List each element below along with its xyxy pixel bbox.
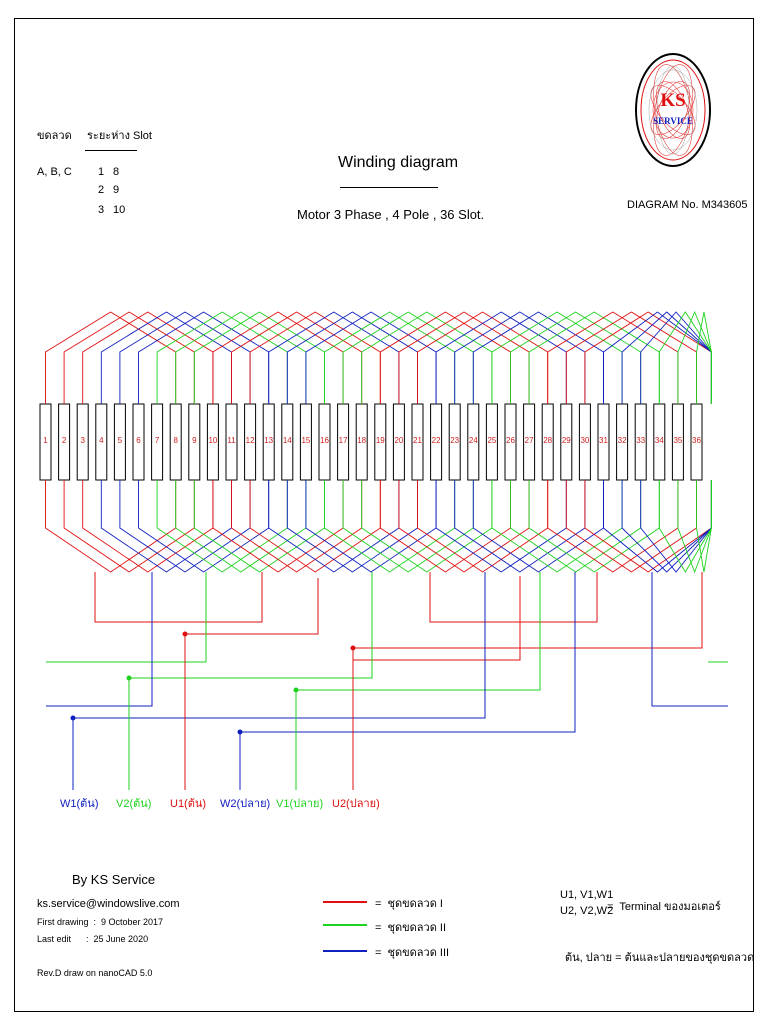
- slot-number: 33: [636, 436, 646, 445]
- table-from: 2: [98, 184, 105, 196]
- table-head-slot-span: ระยะห่าง Slot: [87, 130, 152, 142]
- slot-number: 8: [173, 436, 178, 445]
- bus-line: [46, 572, 206, 662]
- coil-bottom-end-turn: [120, 480, 250, 572]
- table-group: A, B, C: [37, 166, 72, 178]
- bus-line: [296, 572, 540, 690]
- junction-dot: [238, 730, 243, 735]
- revision-note: Rev.D draw on nanoCAD 5.0: [37, 968, 153, 978]
- coil-bottom-end-turn: [362, 480, 492, 572]
- coil-top-end-turn: [306, 312, 436, 404]
- coil-top-end-turn: [399, 312, 529, 404]
- logo-ks-text: KS: [660, 90, 686, 111]
- slot-number: 32: [617, 436, 627, 445]
- terminal-v2-label: V2(ต้น): [116, 798, 152, 810]
- coil-bottom-end-turn: [325, 480, 455, 572]
- slot-number: 16: [320, 436, 329, 445]
- coil-bottom-end-turn: [213, 480, 343, 572]
- coil-bottom-end-turn: [436, 480, 566, 572]
- slot-number: 17: [338, 436, 348, 445]
- junction-dot: [127, 676, 132, 681]
- coil-top-end-turn: [566, 312, 696, 404]
- terminal-u1-label: U1(ต้น): [170, 798, 207, 810]
- table-to: 9: [113, 184, 120, 196]
- slot-number: 35: [673, 436, 683, 445]
- legend-label-coil-2: = ชุดขดลวด II: [375, 922, 447, 934]
- coil-bottom-end-turn: [194, 480, 324, 572]
- connection-buses: [46, 572, 728, 790]
- coil-bottom-end-turn: [287, 480, 417, 572]
- legend-label-coil-1: = ชุดขดลวด I: [375, 898, 443, 910]
- terminal-w1-label: W1(ต้น): [60, 798, 99, 810]
- author-credit: By KS Service: [72, 872, 156, 887]
- bus-line: [240, 572, 575, 732]
- diagram-title: Winding diagram: [338, 154, 459, 171]
- slot-number: 24: [468, 436, 478, 445]
- coil-top-end-turn: [194, 312, 324, 404]
- coil-top-end-turn: [548, 312, 678, 404]
- coil-bottom-end-turn: [269, 480, 399, 572]
- slot-number: 5: [117, 436, 123, 445]
- coil-top-end-turn: [473, 312, 603, 404]
- coil-bottom-end-turn: [46, 480, 176, 572]
- coil-bottom-end-turn: [380, 480, 510, 572]
- coil-top-end-turn: [269, 312, 399, 404]
- coil-top-end-turn: [83, 312, 213, 404]
- coil-top-end-turn: [455, 312, 585, 404]
- coil-top-end-turn: [213, 312, 343, 404]
- coil-bottom-end-turn: [529, 480, 659, 572]
- slot-number: 22: [431, 436, 441, 445]
- terminal-note-desc: = Terminal ของมอเตอร์: [607, 901, 721, 913]
- coil-top-end-turn: [176, 312, 306, 404]
- slot-number: 4: [99, 436, 104, 445]
- terminal-note-line1: U1, V1,W1: [560, 889, 614, 901]
- bus-line: [430, 572, 597, 622]
- coil-bottom-end-turn: [101, 480, 231, 572]
- slot-number: 1: [43, 436, 48, 445]
- coil-bottom-end-turn: [548, 480, 678, 572]
- coil-top-end-turn: [325, 312, 455, 404]
- terminal-v1-label: V1(ปลาย): [276, 798, 324, 810]
- coil-top-end-turn: [659, 312, 711, 404]
- table-to: 8: [113, 166, 120, 178]
- slot-number: 36: [692, 436, 701, 445]
- bus-line: [652, 572, 728, 706]
- coil-top-end-turn: [46, 312, 176, 404]
- legend-line-green: [323, 924, 367, 926]
- last-edit-date: Last edit : 25 June 2020: [37, 934, 149, 944]
- coil-top-end-turn: [604, 312, 712, 404]
- slot-number: 10: [208, 436, 218, 445]
- slot-number: 34: [654, 436, 664, 445]
- terminal-note-line2: U2, V2,W2: [560, 905, 614, 917]
- slot-number: 20: [394, 436, 404, 445]
- slot-number: 14: [282, 436, 292, 445]
- terminal-w2-label: W2(ปลาย): [220, 798, 271, 810]
- coil-bottom-end-turn: [83, 480, 213, 572]
- table-head-coil: ขดลวด: [37, 130, 72, 142]
- first-drawing-date: First drawing : 9 October 2017: [37, 917, 164, 927]
- slot-number: 31: [599, 436, 608, 445]
- junction-dot: [71, 716, 76, 721]
- slot-number: 3: [80, 436, 85, 445]
- coil-top-end-turn: [139, 312, 269, 404]
- junction-dot: [183, 632, 188, 637]
- bus-line: [353, 576, 520, 660]
- slot-number: 30: [580, 436, 590, 445]
- slot-number: 2: [61, 436, 67, 445]
- coil-top-end-turn: [697, 312, 712, 404]
- coil-bottom-end-turn: [306, 480, 436, 572]
- coil-top-end-turn: [511, 312, 641, 404]
- diagram-subtitle: Motor 3 Phase , 4 Pole , 36 Slot.: [297, 207, 485, 222]
- coil-bottom-end-turn: [343, 480, 473, 572]
- bus-line: [95, 572, 262, 622]
- terminal-u2-label: U2(ปลาย): [332, 798, 380, 810]
- slot-number: 27: [524, 436, 534, 445]
- coil-bottom-end-turn: [511, 480, 641, 572]
- start-end-note: ต้น, ปลาย = ต้นและปลายของชุดขดลวด: [565, 952, 755, 964]
- coil-bottom-end-turn: [232, 480, 362, 572]
- legend-line-blue: [323, 950, 367, 952]
- author-email: ks.service@windowslive.com: [37, 898, 180, 910]
- coil-top-end-turn: [120, 312, 250, 404]
- slot-number: 29: [561, 436, 571, 445]
- coil-top-end-turn: [232, 312, 362, 404]
- slot-number: 15: [301, 436, 311, 445]
- slot-number: 21: [413, 436, 422, 445]
- coil-top-end-turn: [343, 312, 473, 404]
- coil-top-end-turn: [380, 312, 510, 404]
- coil-bottom-end-turn: [604, 480, 712, 572]
- slot-number: 6: [136, 436, 141, 445]
- legend-label-coil-3: = ชุดขดลวด III: [375, 947, 450, 959]
- coil-top-end-turn: [362, 312, 492, 404]
- bus-line: [185, 578, 318, 634]
- slot-number: 9: [192, 436, 197, 445]
- bus-line: [73, 572, 485, 718]
- coil-top-end-turn: [250, 312, 380, 404]
- slot-number: 25: [487, 436, 497, 445]
- slot-number: 23: [450, 436, 460, 445]
- slot-number: 28: [543, 436, 553, 445]
- coil-top-end-turn: [436, 312, 566, 404]
- coil-bottom-end-turn: [697, 480, 712, 572]
- coil-bottom-end-turn: [473, 480, 603, 572]
- coil-top-end-turn: [418, 312, 548, 404]
- coil-bottom-end-turn: [659, 480, 711, 572]
- coil-bottom-end-turn: [622, 480, 711, 572]
- slot-number: 18: [357, 436, 367, 445]
- coil-bottom-end-turn: [418, 480, 548, 572]
- coil-bottom-end-turn: [64, 480, 194, 572]
- slot-number: 26: [506, 436, 515, 445]
- table-to: 10: [113, 204, 126, 216]
- bus-line: [353, 572, 702, 648]
- slot-number: 19: [375, 436, 385, 445]
- coil-top-end-turn: [287, 312, 417, 404]
- coil-bottom-end-turn: [399, 480, 529, 572]
- coil-bottom-end-turn: [157, 480, 287, 572]
- legend-line-red: [323, 901, 367, 903]
- table-from: 1: [98, 166, 105, 178]
- coil-top-end-turn: [492, 312, 622, 404]
- coil-bottom-end-turn: [455, 480, 585, 572]
- coil-top-end-turn: [101, 312, 231, 404]
- slots-layer: [40, 404, 702, 480]
- coil-bottom-end-turn: [176, 480, 306, 572]
- coil-bottom-end-turn: [250, 480, 380, 572]
- diagram-number: DIAGRAM No. M343605: [627, 199, 748, 211]
- slot-number: 13: [264, 436, 274, 445]
- bus-line: [46, 572, 152, 706]
- junction-dot: [351, 646, 356, 651]
- coil-bottom-end-turn: [139, 480, 269, 572]
- junction-dot: [294, 688, 299, 693]
- slot-number: 12: [245, 436, 255, 445]
- coil-top-end-turn: [64, 312, 194, 404]
- coil-top-end-turn: [157, 312, 287, 404]
- slot-number: 7: [154, 436, 160, 445]
- coil-top-end-turn: [529, 312, 659, 404]
- coil-bottom-end-turn: [492, 480, 622, 572]
- logo-service-text: SERVICE: [653, 116, 693, 126]
- slot-number: 11: [227, 436, 236, 445]
- table-from: 3: [98, 204, 105, 216]
